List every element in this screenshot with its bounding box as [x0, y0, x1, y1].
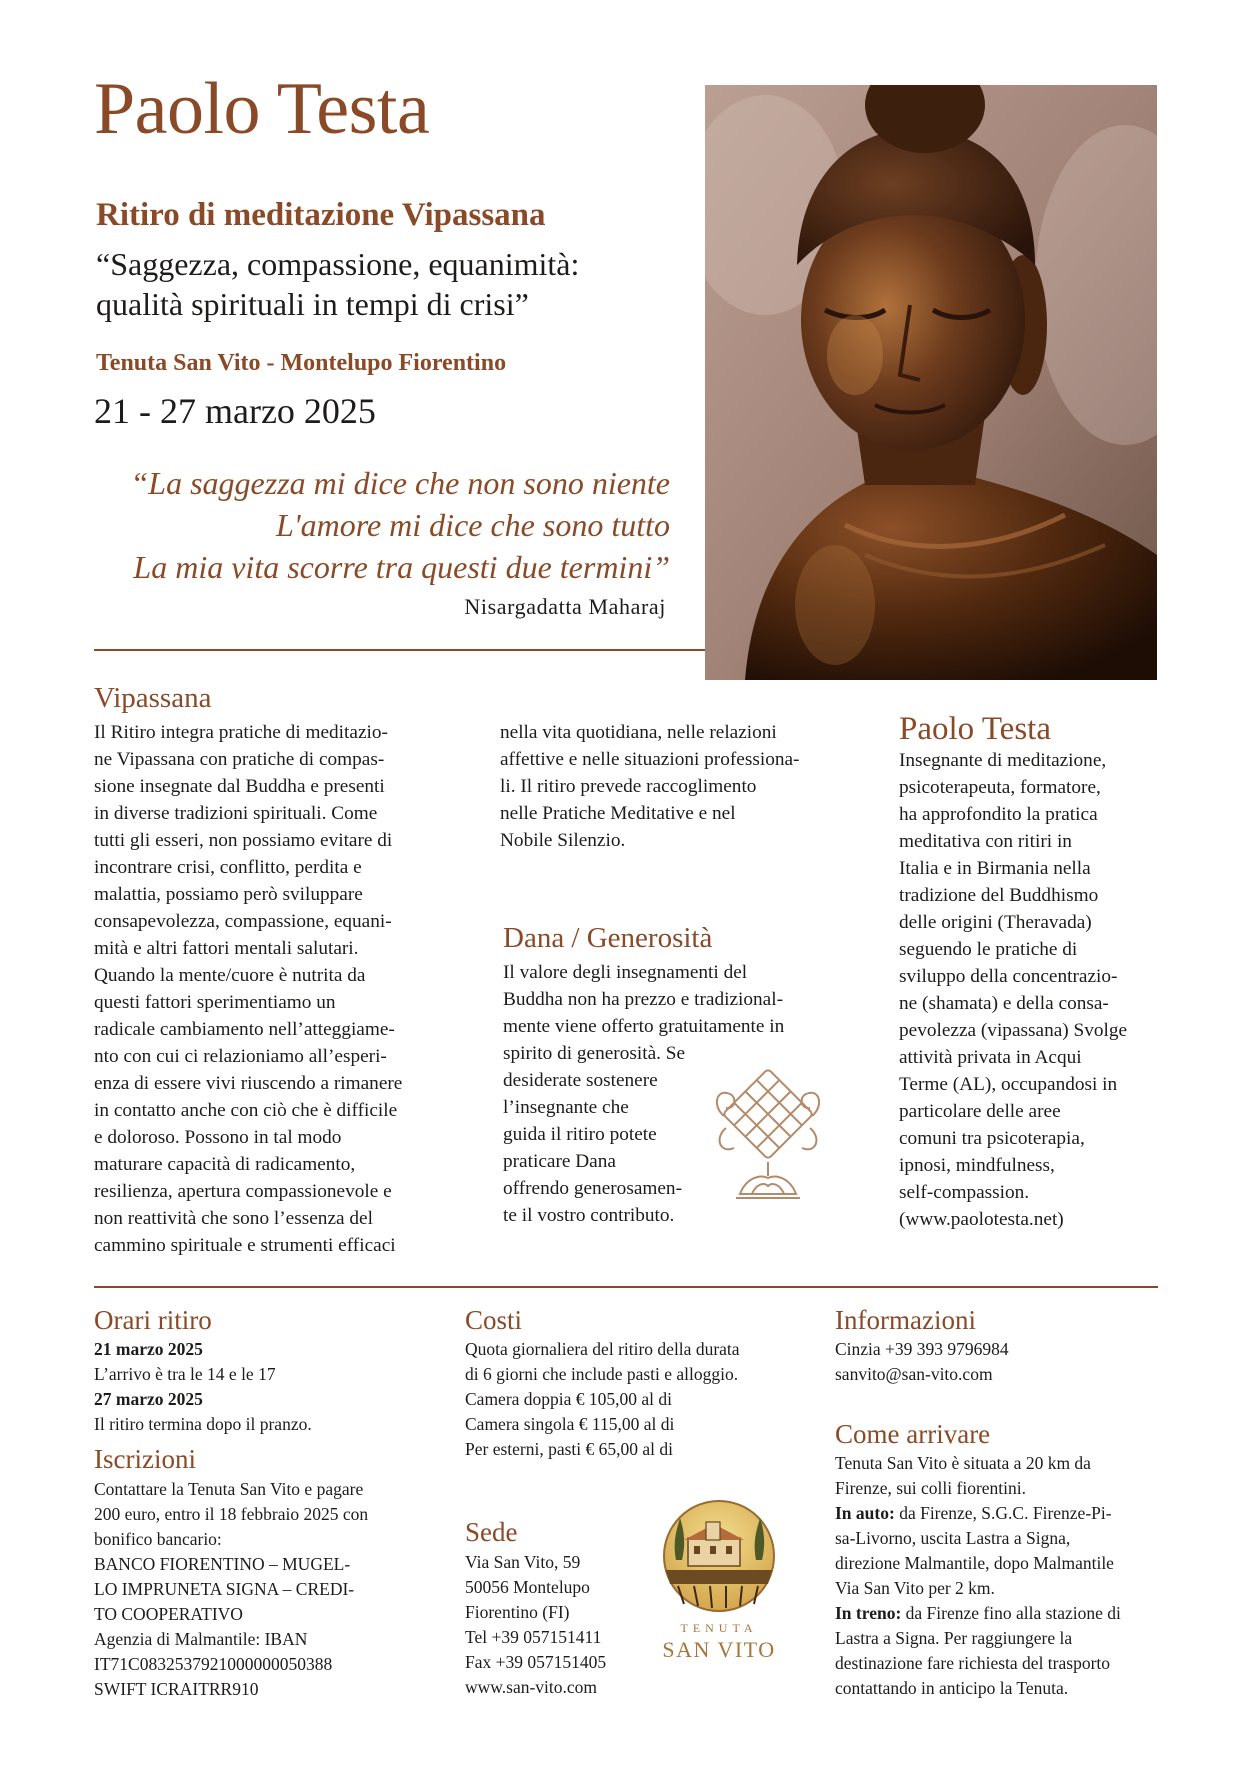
text-line: mente viene offerto gratuitamente in — [503, 1016, 785, 1037]
text-line: in diverse tradizioni spirituali. Come — [94, 803, 378, 824]
text-line: sa-Livorno, uscita Lastra a Signa, — [835, 1528, 1071, 1548]
header-divider — [94, 649, 705, 651]
text-line: tutti gli esseri, non possiamo evitare di — [94, 830, 393, 851]
retreat-subtitle: Ritiro di meditazione Vipassana — [96, 197, 546, 233]
text-line: l’insegnante che — [503, 1097, 629, 1118]
contact-email: sanvito@san-vito.com — [835, 1364, 993, 1384]
text-line: nelle Pratiche Meditative e nel — [500, 803, 736, 824]
text-line: Quando la mente/cuore è nutrita da — [94, 965, 366, 986]
logo-line1: TENUTA — [680, 1621, 758, 1635]
text-line: self-compassion. — [899, 1182, 1030, 1203]
text-line: comuni tra psicoterapia, — [899, 1128, 1085, 1149]
text-line: Fax +39 057151405 — [465, 1652, 607, 1672]
text-line: Firenze, sui colli fiorentini. — [835, 1478, 1026, 1498]
text-line: desiderate sostenere — [503, 1070, 658, 1091]
text-line: Insegnante di meditazione, — [899, 750, 1107, 771]
text-line: bonifico bancario: — [94, 1529, 222, 1549]
quote-line: L'amore mi dice che sono tutto — [275, 507, 670, 543]
text-line: ipnosi, mindfulness, — [899, 1155, 1055, 1176]
orari-day1: 21 marzo 2025 — [94, 1339, 203, 1359]
text-line: guida il ritiro potete — [503, 1124, 657, 1145]
text-line: Per esterni, pasti € 65,00 al di — [465, 1439, 674, 1459]
quote-author: Nisargadatta Maharaj — [464, 594, 666, 619]
text-line: consapevolezza, compassione, equani- — [94, 911, 392, 932]
text-line: spirito di generosità. Se — [503, 1043, 686, 1064]
quote-line: “La saggezza mi dice che non sono niente — [130, 465, 670, 501]
text-line: ne Vipassana con pratiche di compas- — [94, 749, 385, 770]
text-line: nto con cui ci relazioniamo all’esperi- — [94, 1046, 387, 1067]
text-line: da Firenze fino alla stazione di — [901, 1603, 1121, 1623]
text-line: incontrare crisi, conflitto, perdita e — [94, 857, 362, 878]
text-line: Camera doppia € 105,00 al di — [465, 1389, 673, 1409]
text-line: Terme (AL), occupandosi in — [899, 1074, 1118, 1095]
text-line: radicale cambiamento nell’atteggiame- — [94, 1019, 395, 1040]
text-line: in contatto anche con ciò che è difficile — [94, 1100, 398, 1121]
text-line: malattia, possiamo però sviluppare — [94, 884, 363, 905]
text-line: Buddha non ha prezzo e tradizional- — [503, 989, 784, 1010]
endless-knot-icon — [712, 1066, 824, 1206]
text-line: direzione Malmantile, dopo Malmantile — [835, 1553, 1114, 1573]
text-line: li. Il ritiro prevede raccoglimento — [500, 776, 757, 797]
treno-label: In treno: — [835, 1603, 902, 1623]
text-line: da Firenze, S.G.C. Firenze-Pi- — [894, 1503, 1112, 1523]
bio-heading: Paolo Testa — [899, 711, 1051, 747]
text-line: non reattività che sono l’essenza del — [94, 1208, 373, 1229]
text-line: destinazione fare richiesta del trasporto — [835, 1653, 1111, 1673]
text-line: Camera singola € 115,00 al di — [465, 1414, 675, 1434]
informazioni-text — [835, 1337, 1009, 1387]
text-line: TO COOPERATIVO — [94, 1604, 243, 1624]
text-line: 200 euro, entro il 18 febbraio 2025 con — [94, 1504, 369, 1524]
text-line: Fiorentino (FI) — [465, 1602, 570, 1622]
text-line: www.san-vito.com — [465, 1677, 598, 1697]
come-arrivare-heading: Come arrivare — [835, 1419, 991, 1449]
vipassana-text-col1 — [94, 719, 402, 1259]
quote — [90, 462, 670, 588]
text-line: maturare capacità di radicamento, — [94, 1154, 356, 1175]
venue-label: Tenuta San Vito - Montelupo Fiorentino — [96, 350, 507, 376]
text-line: Contattare la Tenuta San Vito e pagare — [94, 1479, 364, 1499]
text-line: Il Ritiro integra pratiche di meditazio- — [94, 722, 388, 743]
text-line: 50056 Montelupo — [465, 1577, 590, 1597]
costi-text — [465, 1337, 740, 1462]
dana-heading: Dana / Generosità — [503, 922, 713, 954]
orari-day2: 27 marzo 2025 — [94, 1389, 203, 1409]
text-line: pevolezza (vipassana) Svolge — [899, 1020, 1128, 1041]
text-line: affettive e nelle situazioni professiona- — [500, 749, 800, 770]
text-line: praticare Dana — [503, 1151, 616, 1172]
informazioni-heading: Informazioni — [835, 1305, 976, 1335]
text-line: tradizione del Buddhismo — [899, 885, 1099, 906]
text-line: di 6 giorni che include pasti e alloggio. — [465, 1364, 739, 1384]
sede-heading: Sede — [465, 1517, 518, 1547]
text-line: nella vita quotidiana, nelle relazioni — [500, 722, 777, 743]
quote-line: La mia vita scorre tra questi due termini” — [133, 549, 670, 585]
text-line: psicoterapeuta, formatore, — [899, 777, 1101, 798]
text-line: IT71C0832537921000000050388 — [94, 1654, 333, 1674]
retreat-dates: 21 - 27 marzo 2025 — [94, 391, 376, 431]
text-line: e doloroso. Possono in tal modo — [94, 1127, 342, 1148]
text-line: Il valore degli insegnamenti del — [503, 962, 748, 983]
tagline-line: qualità spirituali in tempi di crisi” — [96, 286, 529, 322]
text-line: seguendo le pratiche di — [899, 939, 1078, 960]
come-arrivare-text — [835, 1451, 1121, 1701]
text-line: Agenzia di Malmantile: IBAN — [94, 1629, 308, 1649]
text-line: cammino spirituale e strumenti efficaci — [94, 1235, 396, 1256]
text-line: Via San Vito per 2 km. — [835, 1578, 995, 1598]
footer-divider — [94, 1286, 1158, 1288]
text-line: LO IMPRUNETA SIGNA – CREDI- — [94, 1579, 355, 1599]
retreat-tagline — [96, 244, 579, 324]
text-line: ne (shamata) e della consa- — [899, 993, 1109, 1014]
vipassana-text-col2 — [500, 719, 799, 854]
vipassana-heading: Vipassana — [94, 682, 212, 714]
text-line: contattando in anticipo la Tenuta. — [835, 1678, 1069, 1698]
text-line: Tenuta San Vito è situata a 20 km da — [835, 1453, 1091, 1473]
text-line: SWIFT ICRAITRR910 — [94, 1679, 259, 1699]
text-line: meditativa con ritiri in — [899, 831, 1072, 852]
text-line: ha approfondito la pratica — [899, 804, 1098, 825]
text-line: sviluppo della concentrazio- — [899, 966, 1118, 987]
buddha-photo — [705, 85, 1157, 680]
text-line: attività privata in Acqui — [899, 1047, 1082, 1068]
contact-phone: Cinzia +39 393 9796984 — [835, 1339, 1009, 1359]
iscrizioni-text — [94, 1477, 368, 1702]
auto-label: In auto: — [835, 1503, 895, 1523]
sede-text — [465, 1550, 606, 1700]
text-line: Nobile Silenzio. — [500, 830, 626, 851]
text-line: Italia e in Birmania nella — [899, 858, 1091, 879]
text-line: sione insegnate dal Buddha e presenti — [94, 776, 385, 797]
text-line: resilienza, apertura compassionevole e — [94, 1181, 392, 1202]
text-line: Via San Vito, 59 — [465, 1552, 581, 1572]
text-line: particolare delle aree — [899, 1101, 1061, 1122]
text-line: Quota giornaliera del ritiro della durata — [465, 1339, 740, 1359]
bio-text — [899, 747, 1127, 1233]
text-line: questi fattori sperimentiamo un — [94, 992, 336, 1013]
text-line: te il vostro contributo. — [503, 1205, 675, 1226]
iscrizioni-heading: Iscrizioni — [94, 1444, 196, 1474]
tenuta-san-vito-logo — [648, 1500, 790, 1665]
text-line: BANCO FIORENTINO – MUGEL- — [94, 1554, 351, 1574]
page-title: Paolo Testa — [94, 68, 430, 150]
costi-heading: Costi — [465, 1305, 523, 1335]
text-line: enza di essere vivi riuscendo a rimanere — [94, 1073, 403, 1094]
orari-heading: Orari ritiro — [94, 1305, 212, 1335]
text-line: Lastra a Signa. Per raggiungere la — [835, 1628, 1073, 1648]
text-line: mità e altri fattori mentali salutari. — [94, 938, 359, 959]
text-line: Il ritiro termina dopo il pranzo. — [94, 1414, 312, 1434]
tagline-line: “Saggezza, compassione, equanimità: — [96, 246, 580, 282]
text-line: L’arrivo è tra le 14 e le 17 — [94, 1364, 276, 1384]
text-line: Tel +39 057151411 — [465, 1627, 602, 1647]
text-line: delle origini (Theravada) — [899, 912, 1092, 933]
logo-line2: SAN VITO — [662, 1637, 776, 1662]
orari-text — [94, 1337, 312, 1437]
text-line: offrendo generosamen- — [503, 1178, 682, 1199]
text-line: (www.paolotesta.net) — [899, 1209, 1064, 1230]
